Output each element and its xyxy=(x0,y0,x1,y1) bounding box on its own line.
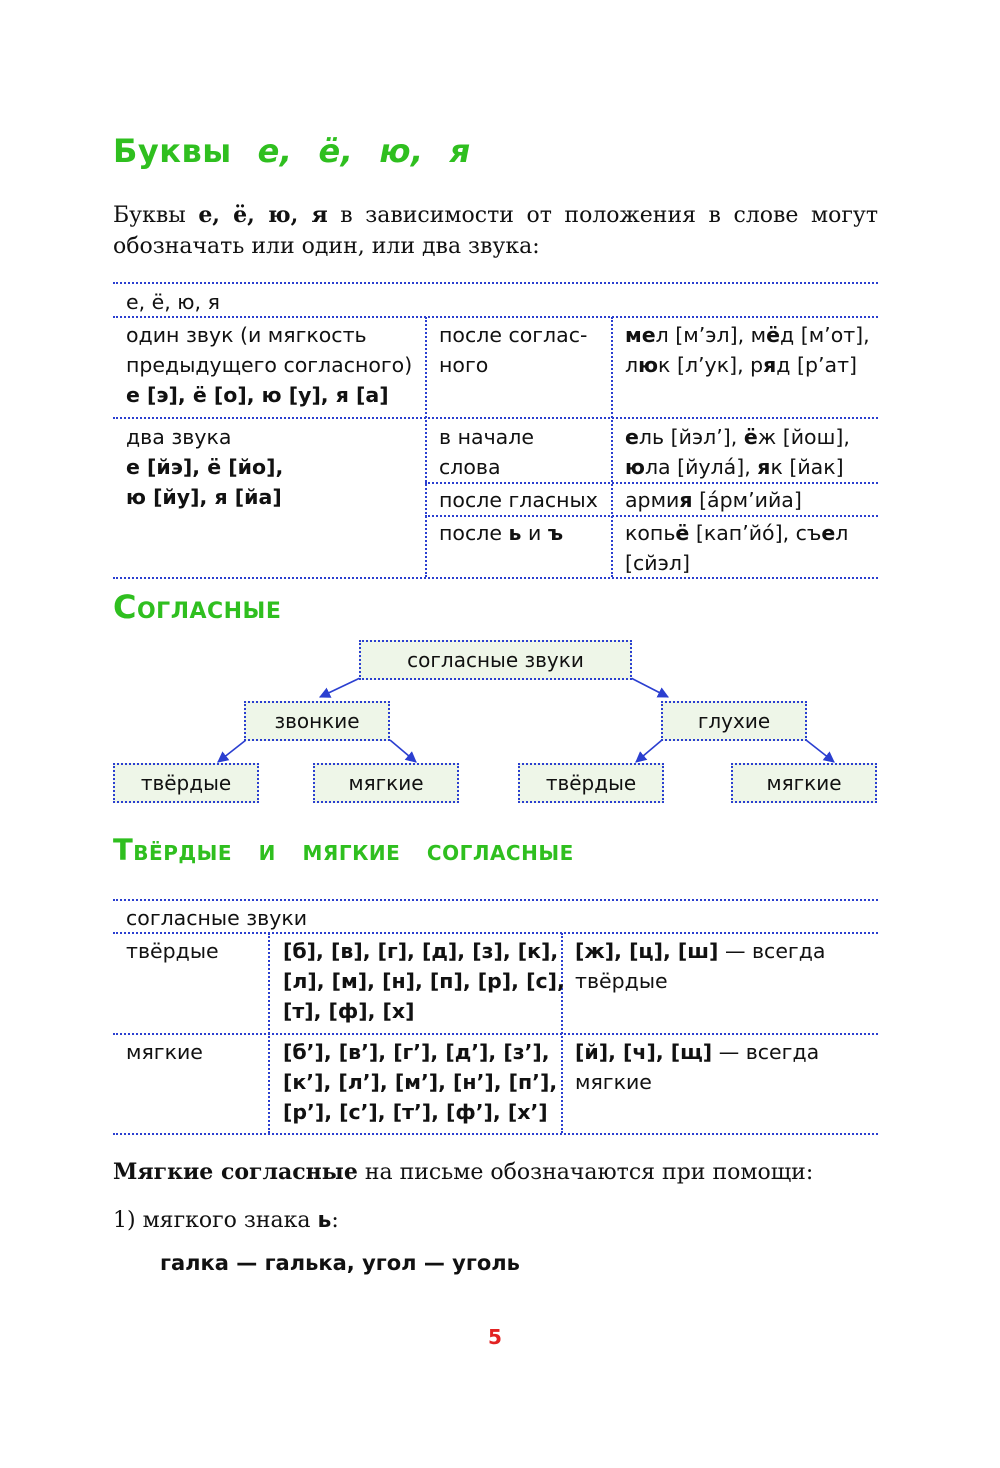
intro-text: Буквы xyxy=(113,203,199,228)
soft-label: мягкие xyxy=(126,1040,203,1064)
row2-position-start: в начале слова xyxy=(439,425,534,479)
page-number: 5 xyxy=(488,1325,502,1349)
arrow-root-voiceless xyxy=(631,678,668,697)
soft-note-paragraph: Мягкие согласные на письме обозначаются при помощи: xyxy=(113,1159,814,1185)
arrow-voiceless-soft xyxy=(806,740,834,762)
hard-note: [ж], [ц], [ш] — всегда твёрдые xyxy=(575,939,826,993)
title-word: Буквы xyxy=(113,132,232,170)
soft-note-example: галка — галька, угол — уголь xyxy=(160,1251,520,1275)
node-consonant-sounds: согласные звуки xyxy=(359,640,632,680)
title-letter: ё, xyxy=(318,132,354,170)
row2-description: два звука е [йэ], ё [йо], ю [йу], я [йа] xyxy=(126,425,284,509)
title-letter: е, xyxy=(257,132,293,170)
row1-position: после соглас- ного xyxy=(439,323,588,377)
soft-note: [й], [ч], [щ] — всегда мягкие xyxy=(575,1040,820,1094)
node-voiceless-soft: мягкие xyxy=(731,763,877,803)
title-letter: я xyxy=(449,132,471,170)
arrow-voiceless-hard xyxy=(636,740,662,762)
node-voiced-soft: мягкие xyxy=(313,763,459,803)
hard-consonants: [б], [в], [г], [д], [з], [к], [л], [м], [н], [п], [р], [с], [т], [ф], [х] xyxy=(283,939,565,1023)
row1-description: один звук (и мягкость предыдущего согласного) е [э], ё [о], ю [у], я [а] xyxy=(126,323,413,407)
section-title-consonants: Согласные xyxy=(113,588,282,626)
row2-examples-after-vowels: армия [áрм’ийа] xyxy=(625,488,802,512)
node-voiceless-hard: твёрдые xyxy=(518,763,664,803)
table-header: согласные звуки xyxy=(126,906,308,930)
node-voiceless: глухие xyxy=(661,701,807,741)
soft-consonants: [б’], [в’], [г’], [д’], [з’], [к’], [л’], [м’], [н’], [п’], [р’], [с’], [т’], [ф’], [х’] xyxy=(283,1040,558,1124)
section-title-hard-soft: Твёрдые и мягкие согласные xyxy=(113,833,574,867)
intro-line-2: обозначать или один, или два звука: xyxy=(113,234,540,259)
arrow-voiced-soft xyxy=(390,740,416,762)
node-voiced-hard: твёрдые xyxy=(113,763,259,803)
soft-note-item-1: 1) мягкого знака ь: xyxy=(113,1208,339,1233)
table-header: е, ё, ю, я xyxy=(126,290,220,314)
title-letter: ю, xyxy=(379,132,424,170)
row2-position-after-vowels: после гласных xyxy=(439,488,598,512)
node-voiced: звонкие xyxy=(244,701,390,741)
row2-examples-start: ель [йэл’], ёж [йош], юла [йулá], як [йак] xyxy=(625,425,850,479)
row1-examples: мел [м’эл], мёд [м’от], люк [л’ук], ряд [р’ат] xyxy=(625,323,870,377)
intro-text: в зависимости от положения в слове могут xyxy=(327,203,878,228)
row2-position-after-signs: после ь и ъ xyxy=(439,521,564,545)
hard-label: твёрдые xyxy=(126,939,219,963)
row2-examples-after-signs: копьё [кап’йó], съел [сйэл] xyxy=(625,521,849,575)
arrow-voiced-hard xyxy=(218,740,246,762)
intro-bold: е, ё, ю, я xyxy=(198,202,328,228)
arrow-root-voiced xyxy=(320,678,360,697)
